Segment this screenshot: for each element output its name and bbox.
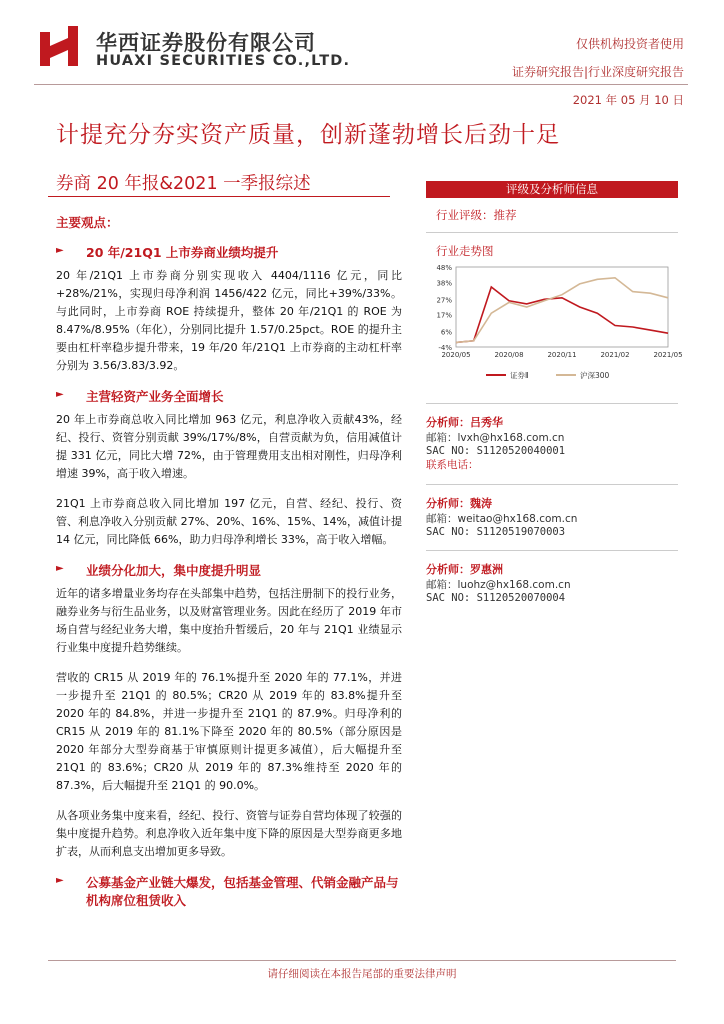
analyst-name: 分析师：魏涛 — [426, 497, 492, 510]
section-heading: ► 公募基金产业链大爆发，包括基金管理、代销金融产品与机构席位租赁收入 — [56, 875, 399, 908]
report-title: 计提充分夯实资产质量，创新蓬勃增长后劲十足 — [56, 122, 560, 148]
y-tick-label: -4% — [438, 344, 452, 352]
section-paragraph: 从各项业务集中度来看，经纪、投行、资管与证券自营均体现了较强的集中度提升趋势。利息净收入近年集中度下降的原因是大型券商更多地扩表，从而利息支出增加更多导致。 — [56, 809, 402, 858]
section-heading: ► 20 年/21Q1 上市券商业绩均提升 — [56, 245, 279, 260]
header-divider — [34, 84, 688, 85]
analyst-phone: 联系电话： — [426, 459, 479, 471]
company-name-en: HUAXI SECURITIES CO.,LTD. — [96, 53, 351, 69]
divider — [426, 403, 678, 404]
y-tick-label: 38% — [436, 279, 452, 288]
section-heading: ► 主营轻资产业务全面增长 — [56, 389, 224, 404]
key-points-label: 主要观点： — [56, 215, 119, 230]
section-paragraph: 20 年/21Q1 上市券商分别实现收入 4404/1116 亿元，同比+28%/21%，实现归母净利润 1456/422 亿元，同比+39%/33%。与此同时，上市券商 ROE 持续提升，整体 20 年/21Q1 的 ROE 为 8.47%/8.95%（年化），分别同比提升 1.57/0.25pct。ROE 的提升主要由杠杆率稳步提升带来，19 年/20 年/21Q1 上市券商的主动杠杆率分别为 3.56/3.83/3.92。 — [56, 269, 402, 372]
y-tick-label: 27% — [436, 296, 452, 305]
report-date: 2021 年 05 月 10 日 — [572, 93, 684, 107]
series-line-csi300 — [456, 278, 668, 343]
audience-note: 仅供机构投资者使用 — [575, 37, 684, 51]
x-tick-label: 2021/02 — [600, 351, 630, 359]
legal-notice: 请仔细阅读在本报告尾部的重要法律声明 — [267, 968, 457, 980]
arrow-icon: ► — [56, 563, 64, 574]
analyst-email[interactable]: 邮箱：luohz@hx168.com.cn — [426, 579, 571, 591]
industry-rating: 行业评级：推荐 — [436, 208, 517, 222]
rating-bar-title: 评级及分析师信息 — [426, 181, 678, 198]
trend-chart-title: 行业走势图 — [436, 244, 494, 258]
key-points-column — [56, 213, 402, 915]
section-paragraph: 20 年上市券商总收入同比增加 963 亿元，利息净收入贡献43%，经纪、投行、资管分别贡献 39%/17%/8%，自营贡献为负，信用减值计提 331 亿元，同比大增 72%，由于管理费用支出相对刚性，归母净利增速 39%，高于收入增速。 — [56, 413, 402, 480]
x-tick-label: 2020/11 — [547, 351, 577, 359]
y-tick-label: 48% — [436, 264, 452, 272]
analyst-email[interactable]: 邮箱：weitao@hx168.com.cn — [426, 513, 578, 525]
y-tick-label: 6% — [440, 328, 452, 337]
trend-chart — [426, 261, 683, 385]
divider — [426, 232, 678, 233]
section-paragraph: 近年的诸多增量业务均存在头部集中趋势，包括注册制下的投行业务，融券业务与衍生品业务，以及财富管理业务。因此在经历了 2019 年市场自营与经纪业务大增，集中度抬升暂缓后，20 年与 21Q1 业绩显示行业集中度提升趋势继续。 — [56, 587, 402, 654]
report-type: 证券研究报告|行业深度研究报告 — [511, 65, 684, 79]
arrow-icon: ► — [56, 245, 64, 256]
analyst-block — [426, 495, 678, 538]
plot-frame — [456, 267, 668, 347]
report-subtitle: 券商 20 年报&2021 一季报综述 — [56, 174, 311, 194]
arrow-icon: ► — [56, 875, 64, 886]
analyst-sac: SAC NO: S1120519070003 — [426, 526, 566, 538]
divider — [426, 484, 678, 485]
x-tick-label: 2021/05 — [653, 351, 683, 359]
y-tick-label: 17% — [436, 311, 452, 320]
company-name-cn: 华西证券股份有限公司 — [96, 31, 316, 55]
analyst-block — [426, 561, 678, 604]
analyst-email[interactable]: 邮箱：lvxh@hx168.com.cn — [426, 432, 565, 444]
arrow-icon: ► — [56, 389, 64, 400]
section-paragraph: 21Q1 上市券商总收入同比增加 197 亿元，自营、经纪、投行、资管、利息净收入分别贡献 27%、20%、16%、15%、14%，减值计提 14 亿元，同比降低 66%，助力归母净利增长 33%，高于收入增幅。 — [56, 497, 402, 546]
analyst-name: 分析师：罗惠洲 — [426, 563, 503, 576]
analyst-sac: SAC NO: S1120520040001 — [426, 445, 566, 457]
legend-label: 证券Ⅱ — [510, 371, 529, 380]
legend-label: 沪深300 — [580, 371, 610, 380]
analyst-sac: SAC NO: S1120520070004 — [426, 592, 566, 604]
footer-divider — [48, 960, 676, 961]
divider — [426, 550, 678, 551]
section-heading: ► 业绩分化加大，集中度提升明显 — [56, 563, 262, 578]
analyst-sidebar — [426, 181, 683, 604]
section-paragraph: 营收的 CR15 从 2019 年的 76.1%提升至 2020 年的 77.1%，并进一步提升至 21Q1 的 80.5%；CR20 从 2019 年的 83.8%提升至 2020 年的 84.8%，并进一步提升至 21Q1 的 87.9%。归母净利的 CR15 从 2019 年的 81.1%下降至 2020 年的 80.5%（部分原因是 2020 年部分大型券商基于审慎原则计提更多减值），后大幅提升至 21Q1 的 83.6%；CR20 从 2019 年的 87.3%维持至 2020 年的 87.3%，后大幅提升至 21Q1 的 90.0%。 — [56, 671, 402, 792]
subtitle-underline — [48, 196, 390, 197]
analyst-block — [426, 414, 678, 472]
huaxi-logo-icon — [38, 24, 82, 68]
x-tick-label: 2020/08 — [494, 351, 524, 359]
analyst-name: 分析师：吕秀华 — [426, 416, 503, 429]
x-tick-label: 2020/05 — [441, 351, 471, 359]
